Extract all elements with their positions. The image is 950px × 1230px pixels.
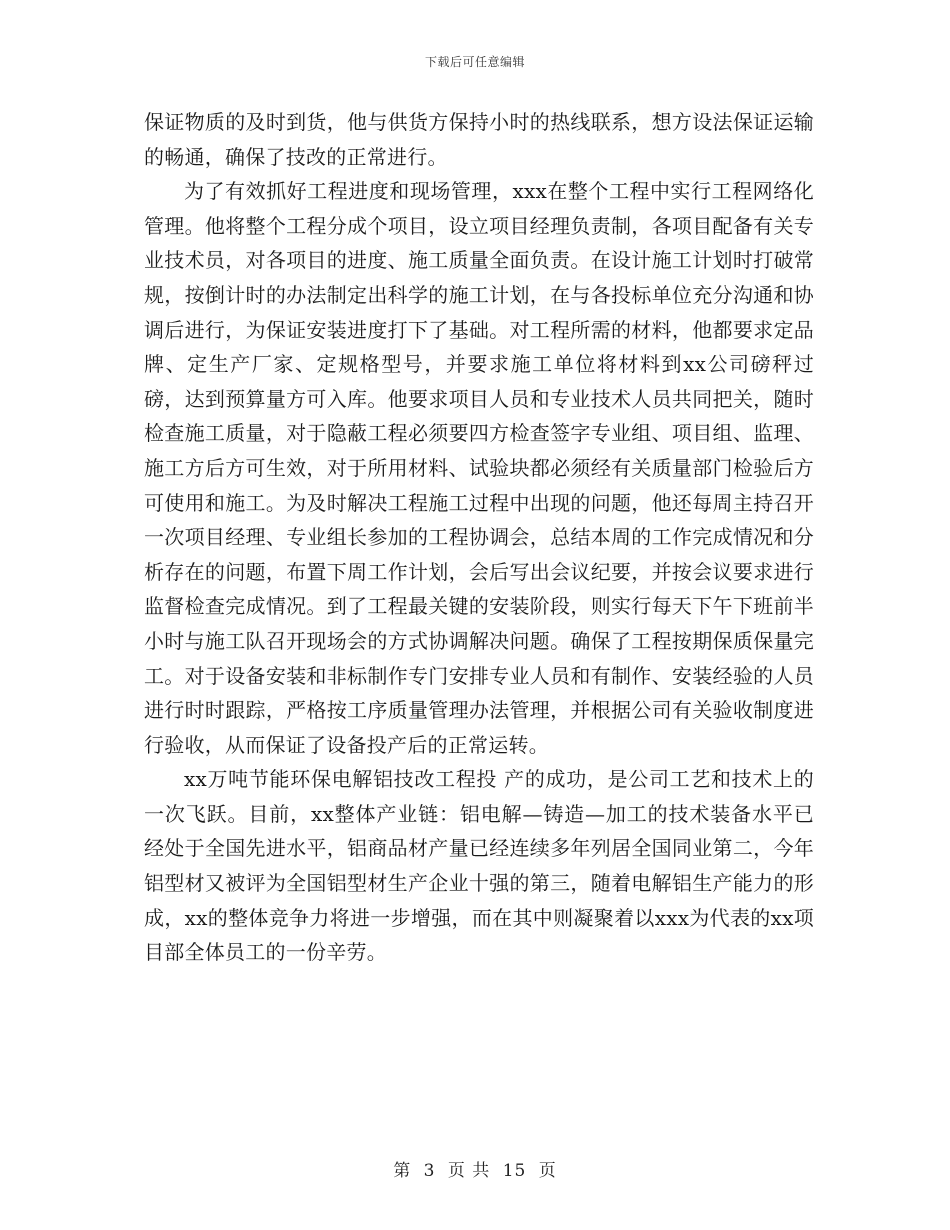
paragraph-3: xx万吨节能环保电解铝技改工程投 产的成功，是公司工艺和技术上的一次飞跃。目前，xx整体产业链：铝电解—铸造—加工的技术装备水平已经处于全国先进水平，铝商品材产量已经连续多年列居全国同业第二，今年铝型材又被评为全国铝型材生产企业十强的第三，随着电解铝生产能力的形成，xx的整体竞争力将进一步增强，而在其中则凝聚着以xxx为代表的xx项目部全体员工的一份辛劳。 bbox=[144, 767, 814, 965]
footer-prefix: 第 bbox=[393, 1161, 412, 1181]
document-body bbox=[144, 105, 814, 970]
footer-suffix: 页 bbox=[538, 1161, 557, 1181]
page-header-note: 下载后可任意编辑 bbox=[424, 55, 525, 69]
footer-current-page: 3 bbox=[423, 1161, 436, 1181]
footer-middle: 页 共 bbox=[447, 1161, 491, 1181]
footer-total-pages: 15 bbox=[502, 1161, 527, 1181]
page-footer bbox=[0, 1156, 950, 1181]
paragraph-1: 保证物质的及时到货，他与供货方保持小时的热线联系，想方设法保证运输的畅通，确保了技改的正常进行。 bbox=[144, 110, 814, 169]
paragraph-2: 为了有效抓好工程进度和现场管理，xxx在整个工程中实行工程网络化管理。他将整个工程分成个项目，设立项目经理负责制，各项目配备有关专业技术员，对各项目的进度、施工质量全面负责。在设计施工计划时打破常规，按倒计时的办法制定出科学的施工计划，在与各投标单位充分沟通和协调后进行，为保证安装进度打下了基础。对工程所需的材料，他都要求定品牌、定生产厂家、定规格型号，并要求施工单位将材料到xx公司磅秤过磅，达到预算量方可入库。他要求项目人员和专业技术人员共同把关，随时检查施工质量，对于隐蔽工程必须要四方检查签字专业组、项目组、监理、施工方后方可生效，对于所用材料、试验块都必须经有关质量部门检验后方可使用和施工。为及时解决工程施工过程中出现的问题，他还每周主持召开一次项目经理、专业组长参加的工程协调会，总结本周的工作完成情况和分析存在的问题，布置下周工作计划，会后写出会议纪要，并按会议要求进行监督检查完成情况。到了工程最关键的安装阶段，则实行每天下午下班前半小时与施工队召开现场会的方式协调解决问题。确保了工程按期保质保量完工。对于设备安装和非标制作专门安排专业人员和有制作、安装经验的人员进行时时跟踪，严格按工序质量管理办法管理，并根据公司有关验收制度进行验收，从而保证了设备投产后的正常运转。 bbox=[144, 179, 814, 757]
